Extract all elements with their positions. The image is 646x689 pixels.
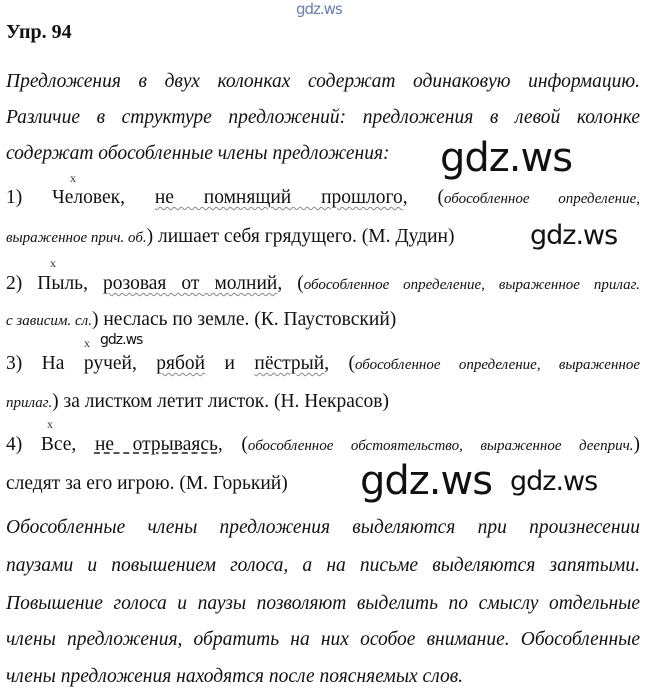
- text-segment: Обособленные члены предложения выделяются при произнесении: [6, 517, 640, 538]
- annotation-text: обособленное определение,: [444, 191, 640, 207]
- subject-marker: x: [70, 171, 76, 185]
- text-line: [6, 308, 640, 333]
- watermark-logo: gdz.ws: [440, 135, 573, 181]
- watermark-logo: gdz.ws: [100, 332, 143, 348]
- watermark-logo: gdz.ws: [360, 458, 493, 504]
- subject-marker: x: [50, 256, 56, 270]
- text-segment: 4) Все,: [6, 434, 95, 455]
- annotation-text: выраженное прич. об.: [6, 230, 147, 246]
- text-segment: члены предложения находятся после поясняемых слов.: [6, 666, 464, 687]
- annotation-text: обособленное определение, выраженное: [355, 357, 641, 373]
- underlined-member: не отрываясь: [94, 434, 218, 455]
- underlined-member: не помнящий прошлого: [154, 187, 403, 208]
- text-segment: ) неслась по земле. (К. Паустовский): [91, 309, 397, 330]
- text-segment: паузами и повышением голоса, а на письме выделяются запятыми.: [6, 555, 640, 576]
- text-line: [6, 186, 640, 211]
- text-line: [6, 272, 640, 297]
- text-line: [6, 225, 640, 250]
- text-line: [6, 433, 640, 458]
- text-segment: ) лишает себя грядущего. (М. Дудин): [146, 226, 455, 247]
- text-line: [6, 70, 640, 94]
- watermark-logo: gdz.ws: [296, 0, 342, 18]
- text-segment: 2) Пыль,: [6, 273, 103, 294]
- text-segment: 1) Человек,: [6, 187, 155, 208]
- text-line: [6, 592, 640, 616]
- text-segment: Повышение голоса и паузы позволяют выделить по смыслу отдельные: [6, 593, 640, 614]
- annotation-text: прилаг.: [6, 395, 53, 411]
- text-segment: Предложения в двух колонках содержат одинаковую информацию.: [6, 71, 640, 92]
- text-segment: содержат обособленные члены предложения:: [6, 143, 390, 164]
- text-segment: , (: [402, 187, 444, 208]
- text-segment: члены предложения, обратить на них особое внимание. Обособленные: [6, 629, 640, 650]
- annotation-text: обособленное обстоятельство, выраженное дееприч.: [247, 438, 634, 454]
- annotation-text: с зависим. сл.: [6, 313, 92, 329]
- text-segment: и: [205, 353, 255, 374]
- text-line: [6, 106, 640, 130]
- text-line: [6, 142, 640, 166]
- text-segment: следят за его игрою. (М. Горький): [6, 473, 288, 494]
- watermark-logo: gdz.ws: [530, 220, 618, 251]
- text-segment: Различие в структуре предложений: предложения в левой колонке: [6, 107, 640, 128]
- text-segment: , (: [324, 353, 355, 374]
- underlined-member: розовая от молний: [102, 273, 278, 294]
- text-line: [6, 472, 640, 496]
- exercise-title: Упр. 94: [6, 21, 72, 43]
- underlined-member: пёстрый: [254, 353, 325, 374]
- text-line: [6, 516, 640, 540]
- subject-marker: x: [84, 336, 90, 350]
- text-segment: ) за листком летит листок. (Н. Некрасов): [52, 391, 390, 412]
- text-segment: ): [633, 434, 640, 455]
- text-segment: , (: [277, 273, 304, 294]
- text-line: [6, 554, 640, 578]
- text-line: [6, 352, 640, 377]
- underlined-member: рябой: [156, 353, 206, 374]
- annotation-text: обособленное определение, выраженное прилаг.: [303, 277, 640, 293]
- text-line: [6, 665, 640, 689]
- subject-marker: x: [47, 417, 53, 431]
- text-line: [6, 390, 640, 415]
- watermark-logo: gdz.ws: [510, 466, 598, 497]
- text-segment: , (: [217, 434, 248, 455]
- text-segment: 3) На ручей,: [6, 353, 157, 374]
- text-line: [6, 628, 640, 652]
